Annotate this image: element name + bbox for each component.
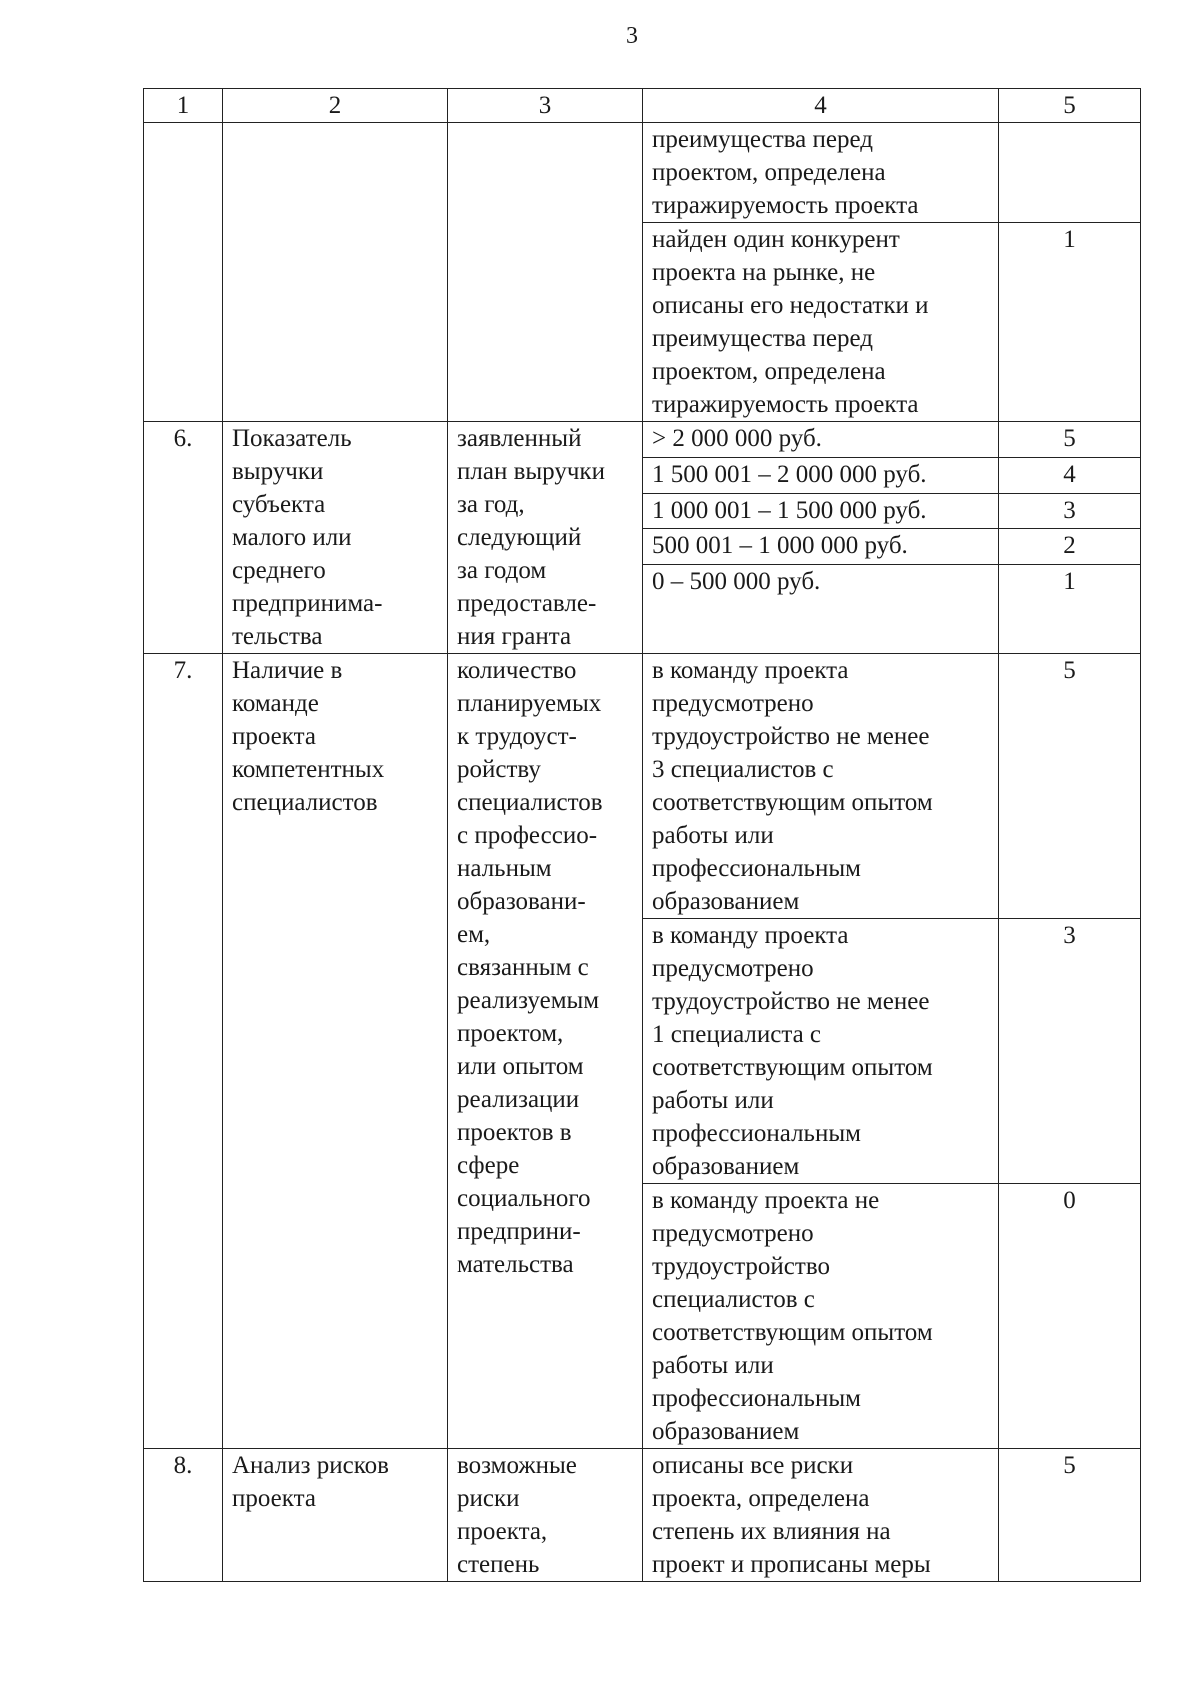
criterion-cell: 1 500 001 – 2 000 000 руб. — [643, 457, 999, 493]
score-cell: 1 — [999, 223, 1141, 422]
score-cell: 5 — [999, 422, 1141, 458]
header-col-2: 2 — [223, 89, 448, 123]
criterion-cell: 500 001 – 1 000 000 руб. — [643, 529, 999, 565]
table-row — [144, 422, 1141, 458]
continuation-description-cell — [448, 123, 643, 422]
header-col-1: 1 — [144, 89, 223, 123]
indicator-cell: Показатель выручки субъекта малого или среднего предпринима- тельства — [223, 422, 448, 654]
description-cell: заявленный план выручки за год, следующий за годом предоставле- ния гранта — [448, 422, 643, 654]
score-cell: 2 — [999, 529, 1141, 565]
description-cell: возможные риски проекта, степень — [448, 1449, 643, 1582]
header-col-4: 4 — [643, 89, 999, 123]
continuation-num-cell — [144, 123, 223, 422]
criterion-cell: 0 – 500 000 руб. — [643, 565, 999, 654]
criterion-cell: в команду проекта предусмотрено трудоустройство не менее 1 специалиста с соответствующим опытом работы или профессиональным образованием — [643, 919, 999, 1184]
continuation-indicator-cell — [223, 123, 448, 422]
score-cell: 0 — [999, 1184, 1141, 1449]
table-row — [144, 654, 1141, 919]
description-cell: количество планируемых к трудоуст- ройству специалистов с профессио- нальным образовани- ем, связанным с реализуемым проектом, или опытом реализации проектов в сфере социального предприни- мательства — [448, 654, 643, 1449]
score-cell: 5 — [999, 654, 1141, 919]
indicator-cell: Наличие в команде проекта компетентных специалистов — [223, 654, 448, 1449]
score-cell: 5 — [999, 1449, 1141, 1582]
header-col-3: 3 — [448, 89, 643, 123]
table-row — [144, 1449, 1141, 1582]
indicator-cell: Анализ рисков проекта — [223, 1449, 448, 1582]
criterion-cell: 1 000 001 – 1 500 000 руб. — [643, 493, 999, 529]
score-cell — [999, 123, 1141, 223]
section-number: 6. — [144, 422, 223, 654]
score-cell: 1 — [999, 565, 1141, 654]
criteria-table — [143, 88, 1141, 1582]
criterion-cell: преимущества перед проектом, определена тиражируемость проекта — [643, 123, 999, 223]
criterion-cell: > 2 000 000 руб. — [643, 422, 999, 458]
section-number: 7. — [144, 654, 223, 1449]
criterion-cell: в команду проекта предусмотрено трудоустройство не менее 3 специалистов с соответствующим опытом работы или профессиональным образованием — [643, 654, 999, 919]
score-cell: 3 — [999, 493, 1141, 529]
section-number: 8. — [144, 1449, 223, 1582]
criterion-cell: найден один конкурент проекта на рынке, не описаны его недостатки и преимущества перед проектом, определена тиражируемость проекта — [643, 223, 999, 422]
score-cell: 3 — [999, 919, 1141, 1184]
criterion-cell: в команду проекта не предусмотрено трудоустройство специалистов с соответствующим опытом работы или профессиональным образованием — [643, 1184, 999, 1449]
criterion-cell: описаны все риски проекта, определена степень их влияния на проект и прописаны меры — [643, 1449, 999, 1582]
table-row — [144, 123, 1141, 223]
header-col-5: 5 — [999, 89, 1141, 123]
score-cell: 4 — [999, 457, 1141, 493]
page-number: 3 — [626, 23, 638, 49]
header-row — [144, 89, 1141, 123]
